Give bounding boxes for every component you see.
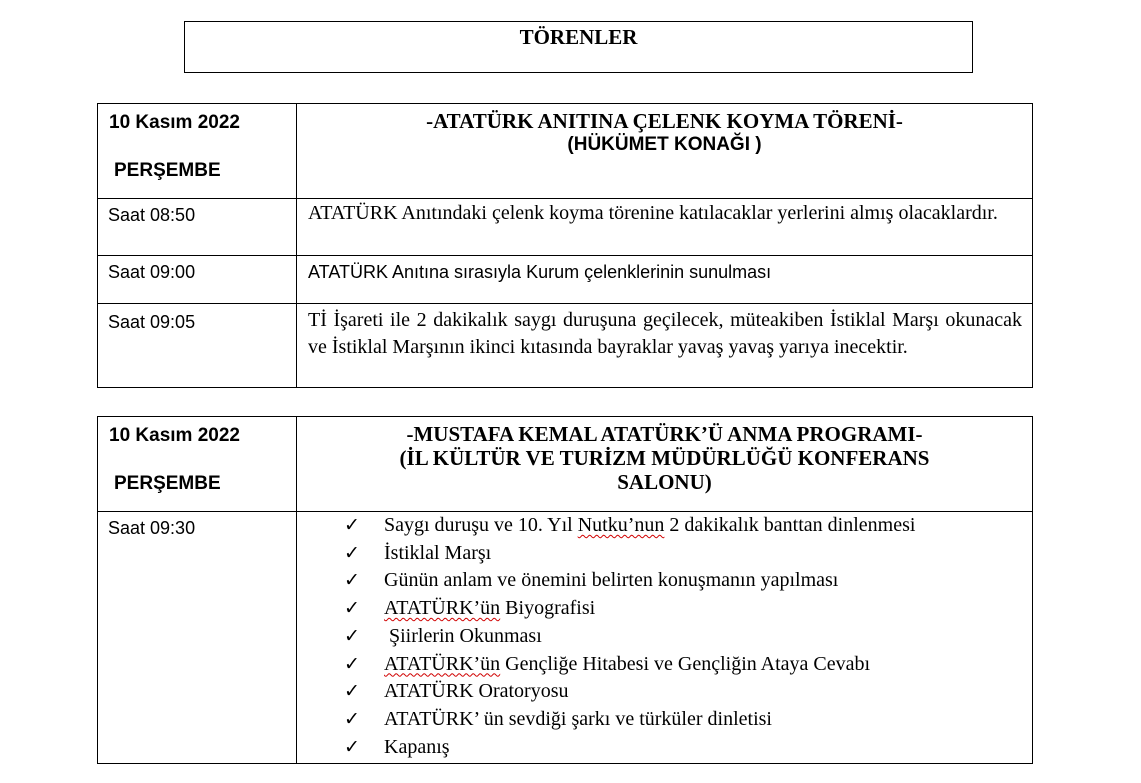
table-row: [98, 512, 1033, 764]
checkmark-icon: ✓: [344, 708, 360, 730]
list-item: [344, 595, 1032, 623]
program-list-cell: [297, 512, 1033, 764]
item-text: Kapanış: [384, 735, 450, 758]
description-cell: ATATÜRK Anıtına sırasıyla Kurum çelenklerinin sunulması: [297, 256, 1033, 304]
checkmark-icon: ✓: [344, 736, 360, 758]
event-location: (İL KÜLTÜR VE TURİZM MÜDÜRLÜĞÜ KONFERANS SALONU): [399, 446, 930, 494]
item-text: 2 dakikalık banttan dinlenmesi: [664, 514, 916, 536]
item-text: ATATÜRK’ün: [384, 652, 501, 675]
checkmark-icon: ✓: [344, 570, 360, 592]
item-text: Günün anlam ve önemini belirten konuşmanın yapılması: [384, 569, 839, 592]
time-cell: Saat 08:50: [98, 199, 297, 256]
time-cell: Saat 09:05: [98, 304, 297, 388]
item-text: Saygı duruşu ve 10. Yıl: [384, 514, 578, 536]
item-text: Nutku’nun: [577, 514, 665, 536]
table-row: [98, 256, 1033, 304]
checkmark-icon: ✓: [344, 653, 360, 675]
list-item: [344, 706, 1032, 734]
list-item: [344, 651, 1032, 679]
event-location: (HÜKÜMET KONAĞI ): [567, 134, 762, 155]
checkmark-icon: ✓: [344, 542, 360, 564]
date-cell: [98, 104, 297, 199]
checkmark-icon: ✓: [344, 625, 360, 647]
table-row: [98, 199, 1033, 256]
program-list: [297, 512, 1032, 761]
item-text: Biyografisi: [500, 597, 596, 620]
event-title: -MUSTAFA KEMAL ATATÜRK’Ü ANMA PROGRAMI-: [406, 422, 923, 446]
item-text: ATATÜRK’ün: [384, 597, 501, 620]
date-cell: [98, 417, 297, 512]
ceremony-table: [97, 103, 1033, 388]
list-item: [344, 623, 1032, 651]
event-header: [297, 417, 1033, 512]
time-cell: Saat 09:00: [98, 256, 297, 304]
event-date: 10 Kasım 2022: [109, 112, 240, 133]
item-text: ATATÜRK Oratoryosu: [384, 680, 569, 703]
table-row: [98, 304, 1033, 388]
item-text: ATATÜRK’ ün sevdiği şarkı ve türküler dinletisi: [384, 707, 772, 730]
item-text: Gençliğe Hitabesi ve Gençliğin Ataya Cevabı: [500, 652, 871, 675]
list-item: [344, 734, 1032, 762]
checkmark-icon: ✓: [344, 681, 360, 703]
event-title: -ATATÜRK ANITINA ÇELENK KOYMA TÖRENİ-: [426, 109, 903, 133]
checkmark-icon: ✓: [344, 515, 360, 536]
checkmark-icon: ✓: [344, 598, 360, 620]
event-day: PERŞEMBE: [114, 473, 221, 494]
list-item: [344, 678, 1032, 706]
description-cell: ATATÜRK Anıtındaki çelenk koyma törenine katılacaklar yerlerini almış olacaklardır.: [297, 199, 1033, 256]
item-text: Şiirlerin Okunması: [384, 624, 542, 647]
list-item: [344, 540, 1032, 568]
program-table: [97, 416, 1033, 764]
description-cell: Tİ İşareti ile 2 dakikalık saygı duruşuna geçilecek, müteakiben İstiklal Marşı okunacak ve İstiklal Marşının ikinci kıtasında bayraklar yavaş yavaş yarıya inecektir.: [297, 304, 1033, 388]
event-day: PERŞEMBE: [114, 160, 221, 181]
list-item: [344, 567, 1032, 595]
event-header: [297, 104, 1033, 199]
list-item: [344, 512, 1032, 540]
time-cell: Saat 09:30: [98, 512, 297, 764]
item-text: İstiklal Marşı: [384, 541, 492, 564]
page-title: TÖRENLER: [184, 21, 973, 73]
event-date: 10 Kasım 2022: [109, 425, 240, 446]
